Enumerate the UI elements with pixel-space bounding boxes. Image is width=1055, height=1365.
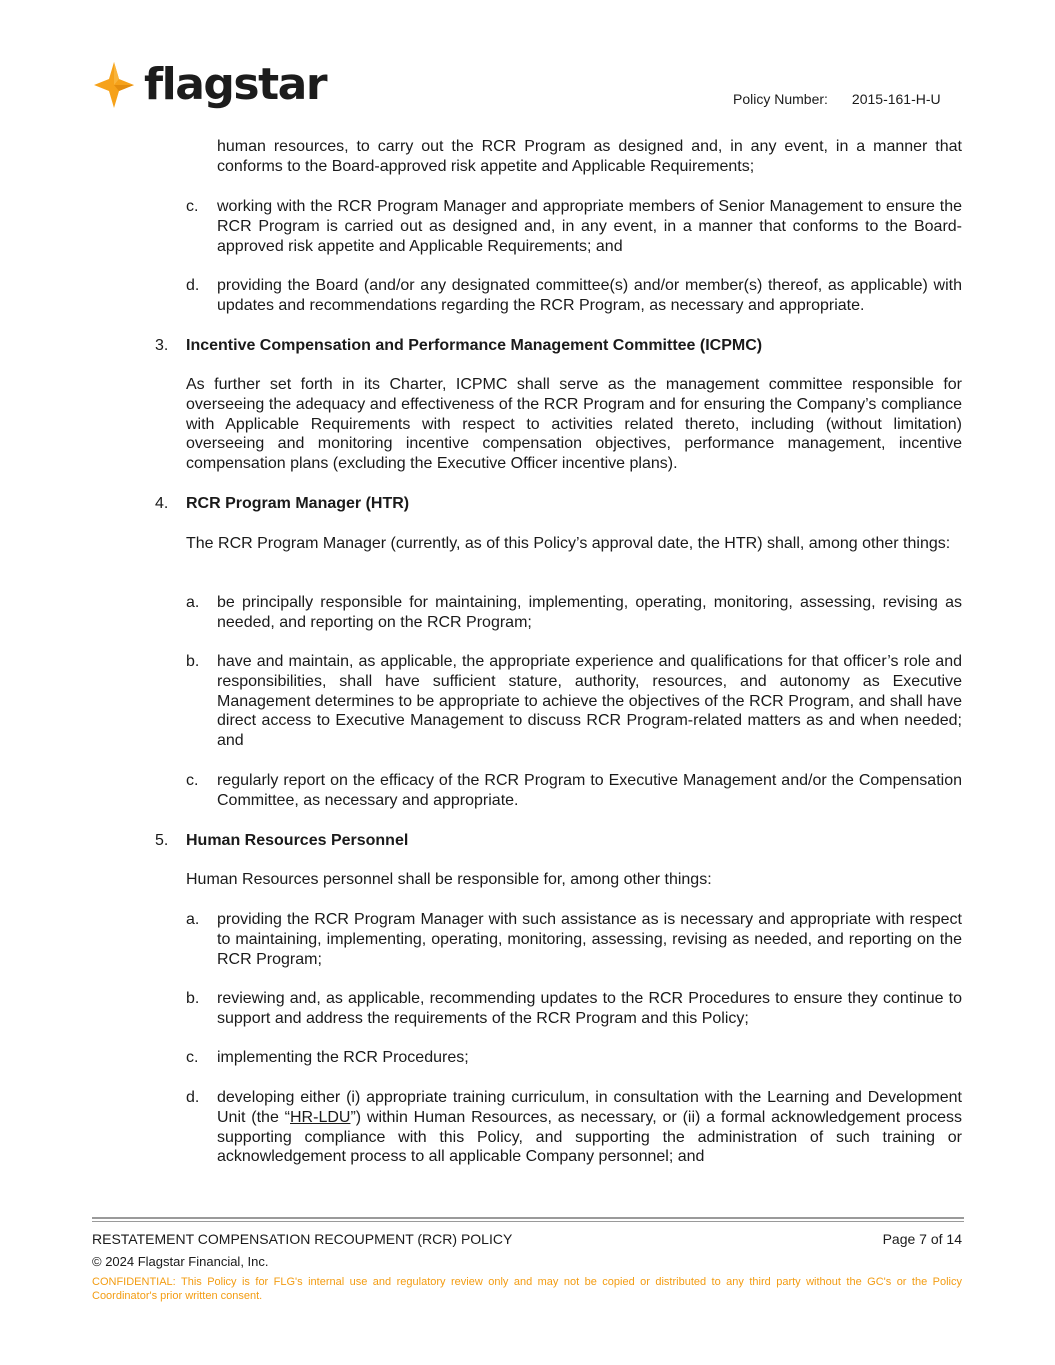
list-item-text: implementing the RCR Procedures; [217, 1049, 469, 1066]
list-marker: c. [186, 772, 199, 789]
footer-confidential-notice: CONFIDENTIAL: This Policy is for FLG's internal use and regulatory review only and may not be copied or distributed to any third party without the GC's or the Policy Coordinator's prior written consent. [92, 1276, 962, 1302]
list-item-text-part: developing either (i) appropriate training curriculum, in consultation with the Learning and Development Unit (the “ [217, 1089, 962, 1126]
footer-page-number: Page 7 of 14 [882, 1231, 962, 1247]
section-title: Incentive Compensation and Performance Management Committee (ICPMC) [186, 337, 763, 354]
footer-document-title: RESTATEMENT COMPENSATION RECOUPMENT (RCR) POLICY [92, 1231, 513, 1247]
logo-wordmark: flagstar [144, 59, 327, 110]
list-item [186, 1088, 962, 1167]
section-paragraph: Human Resources personnel shall be responsible for, among other things: [186, 871, 712, 888]
list-item-text: providing the RCR Program Manager with such assistance as is necessary and appropriate with respect to maintaining, implementing, operating, monitoring, assessing, revising as needed, and reporting on the RCR Program; [217, 911, 962, 968]
policy-number-value: 2015-161-H-U [851, 91, 941, 107]
list-item-text: working with the RCR Program Manager and appropriate members of Senior Management to ensure the RCR Program is carried out as designed and, in any event, in a manner that conforms to the Board-approved risk appetite and Applicable Requirements; and [217, 198, 962, 255]
list-marker: c. [186, 1049, 199, 1066]
list-item [186, 989, 962, 1029]
list-item [186, 197, 962, 256]
flagstar-logo [92, 60, 326, 110]
list-item-text: regularly report on the efficacy of the RCR Program to Executive Management and/or the Compensation Committee, as necessary and appropriate. [217, 772, 962, 809]
section-title: Human Resources Personnel [186, 832, 409, 849]
list-item-text: reviewing and, as applicable, recommending updates to the RCR Procedures to ensure they continue to support and address the requirements of the RCR Program and this Policy; [217, 990, 962, 1027]
footer-divider [92, 1217, 964, 1219]
list-item [186, 652, 962, 751]
list-marker: c. [186, 198, 199, 215]
list-item [186, 593, 962, 633]
section-heading [155, 494, 409, 514]
list-item [186, 276, 962, 316]
list-item-text [217, 1088, 962, 1167]
list-item [186, 910, 962, 969]
section-number: 5. [155, 832, 169, 849]
policy-number-label: Policy Number: [733, 91, 828, 107]
section-title: RCR Program Manager (HTR) [186, 495, 410, 512]
list-marker: a. [186, 594, 200, 611]
defined-term-hr-ldu: HR-LDU [290, 1108, 351, 1126]
list-item-text-part: ”) within Human Resources, as necessary, or (ii) a formal acknowledgement process supporting compliance with this Policy, and supporting the administration of such training or acknowledgement process to all applicable Company personnel; and [217, 1108, 962, 1166]
list-marker: a. [186, 911, 200, 928]
list-marker: b. [186, 990, 200, 1007]
list-item [186, 771, 962, 811]
list-marker: d. [186, 1089, 200, 1106]
footer-divider [92, 1221, 964, 1222]
policy-number [733, 91, 941, 107]
footer-copyright: © 2024 Flagstar Financial, Inc. [92, 1254, 269, 1269]
list-marker: d. [186, 277, 200, 294]
section-heading [155, 831, 408, 851]
section-number: 4. [155, 495, 169, 512]
list-item-text: be principally responsible for maintaining, implementing, operating, monitoring, assessing, revising as needed, and reporting on the RCR Program; [217, 594, 962, 631]
continuation-paragraph: human resources, to carry out the RCR Program as designed and, in any event, in a manner that conforms to the Board-approved risk appetite and Applicable Requirements; [217, 138, 962, 175]
list-item-text: providing the Board (and/or any designated committee(s) and/or member(s) thereof, as applicable) with updates and recommendations regarding the RCR Program, as necessary and appropriate. [217, 277, 962, 314]
section-paragraph: As further set forth in its Charter, ICPMC shall serve as the management committee responsible for overseeing the adequacy and effectiveness of the RCR Program and for ensuring the Company’s compliance with Applicable Requirements with respect to activities related thereto, including (without limitation) overseeing and monitoring incentive compensation objectives, performance management, incentive compensation plans (excluding the Executive Officer incentive plans). [186, 376, 962, 473]
list-item [186, 1048, 962, 1068]
flagstar-star-icon [92, 60, 136, 110]
section-heading [155, 336, 762, 356]
section-number: 3. [155, 337, 169, 354]
list-item-text: have and maintain, as applicable, the appropriate experience and qualifications for that officer’s role and responsibilities, shall have sufficient stature, authority, resources, and autonomy as Executive Management determines to be appropriate to achieve the objectives of the RCR Program, and shall have direct access to Executive Management to discuss RCR Program-related matters as and when needed; and [217, 653, 962, 750]
list-marker: b. [186, 653, 200, 670]
section-paragraph: The RCR Program Manager (currently, as of this Policy’s approval date, the HTR) shall, among other things: [186, 535, 951, 552]
